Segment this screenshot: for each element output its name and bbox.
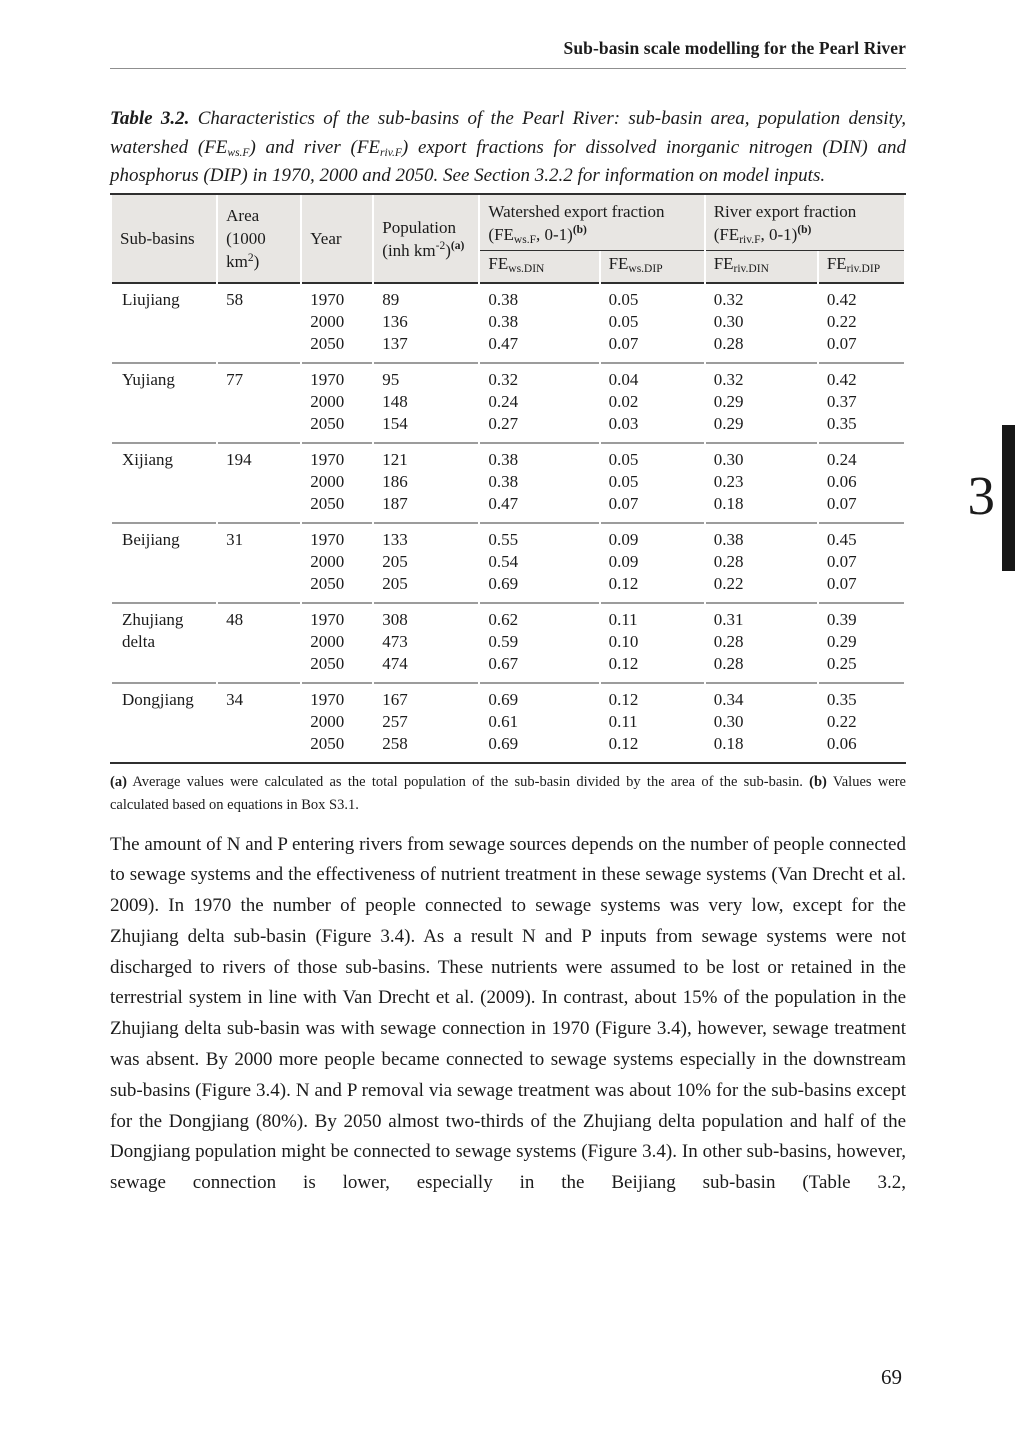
table-header-row-1 — [112, 195, 904, 251]
population-label-close: ) — [445, 240, 451, 260]
cell-fe-ws-dip: 0.05 — [601, 444, 704, 471]
cell-fe-riv-dip: 0.35 — [819, 684, 904, 711]
cell-year: 1970 — [302, 364, 372, 391]
cell-fe-riv-dip: 0.37 — [819, 391, 904, 413]
running-head-title: Sub-basin scale modelling for the Pearl River — [563, 38, 906, 58]
table-group-zhujiang — [112, 604, 904, 684]
cell-fe-ws-dip: 0.10 — [601, 631, 704, 653]
col-header-area — [218, 195, 300, 284]
col-header-fe-ws-din — [480, 251, 598, 284]
watershed-group-close: , 0-1) — [535, 224, 573, 244]
cell-population: 308 — [374, 604, 478, 631]
cell-year: 2050 — [302, 733, 372, 762]
cell-fe-ws-din: 0.69 — [480, 733, 598, 762]
cell-fe-ws-din: 0.62 — [480, 604, 598, 631]
cell-fe-riv-din: 0.23 — [706, 471, 817, 493]
cell-subbasin-name: Dongjiang — [112, 684, 216, 762]
cell-population: 186 — [374, 471, 478, 493]
cell-fe-ws-din: 0.55 — [480, 524, 598, 551]
cell-population: 89 — [374, 284, 478, 311]
cell-fe-riv-din: 0.18 — [706, 733, 817, 762]
cell-year: 2050 — [302, 333, 372, 364]
cell-population: 154 — [374, 413, 478, 444]
caption-text-3: ) export fractions for dissolved inorganic nitrogen (DIN) and phosphorus (DIP) in 1970, 2000 and 2050. See Section 3.2.2 for information on model inputs. — [110, 136, 906, 186]
table-header — [112, 195, 904, 284]
cell-subbasin-name: Yujiang — [112, 364, 216, 444]
cell-population: 205 — [374, 551, 478, 573]
table-row — [112, 444, 904, 471]
caption-text-2: ) and river (FE — [249, 136, 381, 158]
cell-area: 34 — [218, 684, 300, 762]
caption-text-1: Characteristics of the sub-basins of the Pearl River: sub-basin area, population density, watershed (FE — [110, 108, 906, 158]
cell-fe-riv-din: 0.34 — [706, 684, 817, 711]
population-superscript: -2 — [435, 240, 446, 253]
table-row — [112, 284, 904, 311]
cell-fe-riv-din: 0.28 — [706, 551, 817, 573]
area-label-close: ) — [253, 252, 260, 271]
cell-fe-ws-dip: 0.12 — [601, 684, 704, 711]
cell-fe-riv-dip: 0.22 — [819, 711, 904, 733]
group-header-river — [706, 195, 904, 251]
table-row — [112, 604, 904, 631]
river-group-close: , 0-1) — [760, 224, 798, 244]
header-rule — [110, 68, 906, 69]
fe-prefix: FE — [826, 253, 847, 273]
table-footnote — [110, 771, 906, 817]
cell-population: 187 — [374, 493, 478, 524]
table-group-dongjiang — [112, 684, 904, 762]
fe-sub-riv-din: riv.DIN — [733, 262, 769, 275]
chapter-number: 3 — [967, 465, 995, 526]
cell-fe-riv-din: 0.30 — [706, 444, 817, 471]
cell-year: 2000 — [302, 631, 372, 653]
cell-fe-riv-dip: 0.25 — [819, 653, 904, 684]
cell-fe-riv-dip: 0.07 — [819, 551, 904, 573]
cell-population: 148 — [374, 391, 478, 413]
cell-fe-riv-dip: 0.07 — [819, 573, 904, 604]
cell-fe-riv-din: 0.28 — [706, 631, 817, 653]
cell-fe-riv-dip: 0.45 — [819, 524, 904, 551]
cell-year: 2000 — [302, 711, 372, 733]
cell-fe-ws-din: 0.54 — [480, 551, 598, 573]
cell-fe-riv-din: 0.29 — [706, 413, 817, 444]
cell-fe-ws-din: 0.69 — [480, 573, 598, 604]
footnote-a-label: (a) — [110, 773, 127, 790]
caption-label: Table 3.2. — [110, 108, 190, 129]
cell-fe-riv-din: 0.22 — [706, 573, 817, 604]
population-label: Population (inh km — [382, 217, 456, 260]
table-group-yujiang — [112, 364, 904, 444]
cell-fe-riv-dip: 0.06 — [819, 471, 904, 493]
cell-year: 1970 — [302, 524, 372, 551]
table-group-beijiang — [112, 524, 904, 604]
caption-sub-wsf: ws.F — [227, 146, 250, 159]
page-number: 69 — [881, 1365, 902, 1389]
cell-fe-ws-din: 0.38 — [480, 444, 598, 471]
cell-fe-riv-dip: 0.42 — [819, 284, 904, 311]
cell-fe-ws-din: 0.69 — [480, 684, 598, 711]
fe-sub-riv-dip: riv.DIP — [846, 262, 881, 275]
group-header-watershed — [480, 195, 703, 251]
cell-fe-riv-dip: 0.29 — [819, 631, 904, 653]
cell-fe-riv-din: 0.18 — [706, 493, 817, 524]
cell-fe-ws-dip: 0.07 — [601, 493, 704, 524]
cell-population: 121 — [374, 444, 478, 471]
watershed-footnote-marker: (b) — [572, 224, 587, 237]
footnote-a-text: Average values were calculated as the total population of the sub-basin divided by the area of the sub-basin. — [126, 773, 810, 790]
cell-population: 133 — [374, 524, 478, 551]
cell-fe-ws-dip: 0.05 — [601, 284, 704, 311]
area-label: Area (1000 km — [226, 206, 266, 271]
cell-year: 2050 — [302, 493, 372, 524]
footnote-b-text: Values were calculated based on equations in Box S3.1. — [110, 773, 906, 813]
cell-fe-ws-din: 0.32 — [480, 364, 598, 391]
cell-fe-riv-dip: 0.07 — [819, 333, 904, 364]
cell-fe-riv-dip: 0.42 — [819, 364, 904, 391]
page-content — [110, 0, 906, 1199]
cell-fe-riv-din: 0.28 — [706, 653, 817, 684]
cell-fe-riv-din: 0.29 — [706, 391, 817, 413]
cell-population: 473 — [374, 631, 478, 653]
cell-fe-ws-din: 0.24 — [480, 391, 598, 413]
watershed-group-label: Watershed export fraction (FE — [488, 201, 665, 244]
table-caption — [110, 105, 906, 191]
running-head — [110, 38, 906, 59]
cell-fe-ws-dip: 0.12 — [601, 573, 704, 604]
fe-prefix: FE — [488, 253, 509, 273]
cell-year: 2050 — [302, 413, 372, 444]
cell-area: 48 — [218, 604, 300, 684]
cell-fe-riv-dip: 0.39 — [819, 604, 904, 631]
cell-fe-riv-din: 0.30 — [706, 711, 817, 733]
cell-fe-ws-din: 0.38 — [480, 471, 598, 493]
col-header-year: Year — [302, 195, 372, 284]
col-header-fe-riv-din — [706, 251, 817, 284]
table-row — [112, 684, 904, 711]
fe-sub-ws-dip: ws.DIP — [628, 262, 663, 275]
cell-subbasin-name: Beijiang — [112, 524, 216, 604]
chapter-tab-bar — [1002, 425, 1015, 571]
cell-fe-riv-din: 0.30 — [706, 311, 817, 333]
cell-fe-ws-din: 0.27 — [480, 413, 598, 444]
cell-fe-ws-dip: 0.05 — [601, 471, 704, 493]
cell-fe-riv-dip: 0.06 — [819, 733, 904, 762]
cell-fe-ws-din: 0.59 — [480, 631, 598, 653]
footnote-b-label: (b) — [809, 773, 827, 790]
cell-year: 2000 — [302, 471, 372, 493]
cell-fe-ws-din: 0.47 — [480, 333, 598, 364]
cell-area: 77 — [218, 364, 300, 444]
cell-population: 95 — [374, 364, 478, 391]
cell-fe-riv-din: 0.32 — [706, 364, 817, 391]
cell-year: 2000 — [302, 391, 372, 413]
cell-fe-ws-dip: 0.09 — [601, 524, 704, 551]
cell-fe-riv-dip: 0.22 — [819, 311, 904, 333]
cell-population: 258 — [374, 733, 478, 762]
cell-fe-riv-din: 0.28 — [706, 333, 817, 364]
cell-area: 194 — [218, 444, 300, 524]
cell-population: 257 — [374, 711, 478, 733]
area-superscript: 2 — [247, 251, 254, 264]
cell-population: 137 — [374, 333, 478, 364]
cell-year: 2000 — [302, 311, 372, 333]
cell-fe-riv-din: 0.38 — [706, 524, 817, 551]
cell-subbasin-name: Xijiang — [112, 444, 216, 524]
cell-fe-ws-din: 0.67 — [480, 653, 598, 684]
fe-prefix: FE — [713, 253, 734, 273]
col-header-sub-basins: Sub-basins — [112, 195, 216, 284]
col-header-fe-riv-dip — [819, 251, 904, 284]
table-group-liujiang — [112, 284, 904, 364]
table-row — [112, 364, 904, 391]
cell-subbasin-name: Liujiang — [112, 284, 216, 364]
cell-fe-ws-dip: 0.07 — [601, 333, 704, 364]
cell-fe-ws-dip: 0.12 — [601, 653, 704, 684]
cell-year: 1970 — [302, 444, 372, 471]
cell-fe-ws-dip: 0.11 — [601, 604, 704, 631]
cell-year: 1970 — [302, 684, 372, 711]
cell-fe-riv-din: 0.31 — [706, 604, 817, 631]
population-footnote-marker: (a) — [450, 240, 465, 253]
fe-sub-ws-din: ws.DIN — [508, 262, 545, 275]
fe-prefix: FE — [608, 253, 629, 273]
cell-subbasin-name: Zhujiang delta — [112, 604, 216, 684]
cell-year: 1970 — [302, 284, 372, 311]
cell-fe-ws-din: 0.38 — [480, 311, 598, 333]
cell-fe-ws-dip: 0.03 — [601, 413, 704, 444]
cell-fe-riv-din: 0.32 — [706, 284, 817, 311]
cell-fe-ws-dip: 0.12 — [601, 733, 704, 762]
col-header-population — [374, 195, 478, 284]
cell-year: 1970 — [302, 604, 372, 631]
cell-fe-ws-dip: 0.04 — [601, 364, 704, 391]
cell-fe-ws-din: 0.47 — [480, 493, 598, 524]
cell-population: 136 — [374, 311, 478, 333]
river-group-label: River export fraction (FE — [713, 201, 857, 244]
cell-area: 58 — [218, 284, 300, 364]
cell-population: 167 — [374, 684, 478, 711]
cell-fe-ws-dip: 0.11 — [601, 711, 704, 733]
table-row — [112, 524, 904, 551]
cell-fe-riv-dip: 0.24 — [819, 444, 904, 471]
river-footnote-marker: (b) — [797, 224, 812, 237]
cell-year: 2000 — [302, 551, 372, 573]
cell-fe-ws-din: 0.38 — [480, 284, 598, 311]
cell-fe-ws-dip: 0.02 — [601, 391, 704, 413]
watershed-group-sub: ws.F — [513, 233, 536, 246]
cell-fe-riv-dip: 0.07 — [819, 493, 904, 524]
table-group-xijiang — [112, 444, 904, 524]
cell-fe-ws-din: 0.61 — [480, 711, 598, 733]
cell-population: 474 — [374, 653, 478, 684]
body-paragraph: The amount of N and P entering rivers from sewage sources depends on the number of people connected to sewage systems and the effectiveness of nutrient treatment in these sewage systems (Van Drecht et al. 2009). In 1970 the number of people connected to sewage systems was very low, except for the Zhujiang delta sub-basin (Figure 3.4). As a result N and P inputs from sewage systems were not discharged to rivers of those sub-basins. These nutrients were assumed to be lost or retained in the terrestrial system in line with Van Drecht et al. (2009). In contrast, about 15% of the population in the Zhujiang delta sub-basin was with sewage connection in 1970 (Figure 3.4), however, sewage treatment was absent. By 2000 more people became connected to sewage systems especially in the downstream sub-basins (Figure 3.4). N and P removal via sewage treatment was about 10% for the sub-basins except for the Dongjiang (80%). By 2050 almost two-thirds of the Zhujiang delta population and half of the Dongjiang population might be connected to sewage systems (Figure 3.4). In other sub-basins, however, sewage connection is lower, especially in the Beijiang sub-basin (Table 3.2, — [110, 833, 906, 1194]
cell-fe-riv-dip: 0.35 — [819, 413, 904, 444]
col-header-fe-ws-dip — [601, 251, 704, 284]
caption-sub-rivf: riv.F — [380, 146, 402, 159]
cell-area: 31 — [218, 524, 300, 604]
cell-fe-ws-dip: 0.05 — [601, 311, 704, 333]
cell-year: 2050 — [302, 653, 372, 684]
cell-year: 2050 — [302, 573, 372, 604]
cell-population: 205 — [374, 573, 478, 604]
river-group-sub: riv.F — [739, 233, 761, 246]
subbasin-table — [110, 193, 906, 764]
cell-fe-ws-dip: 0.09 — [601, 551, 704, 573]
